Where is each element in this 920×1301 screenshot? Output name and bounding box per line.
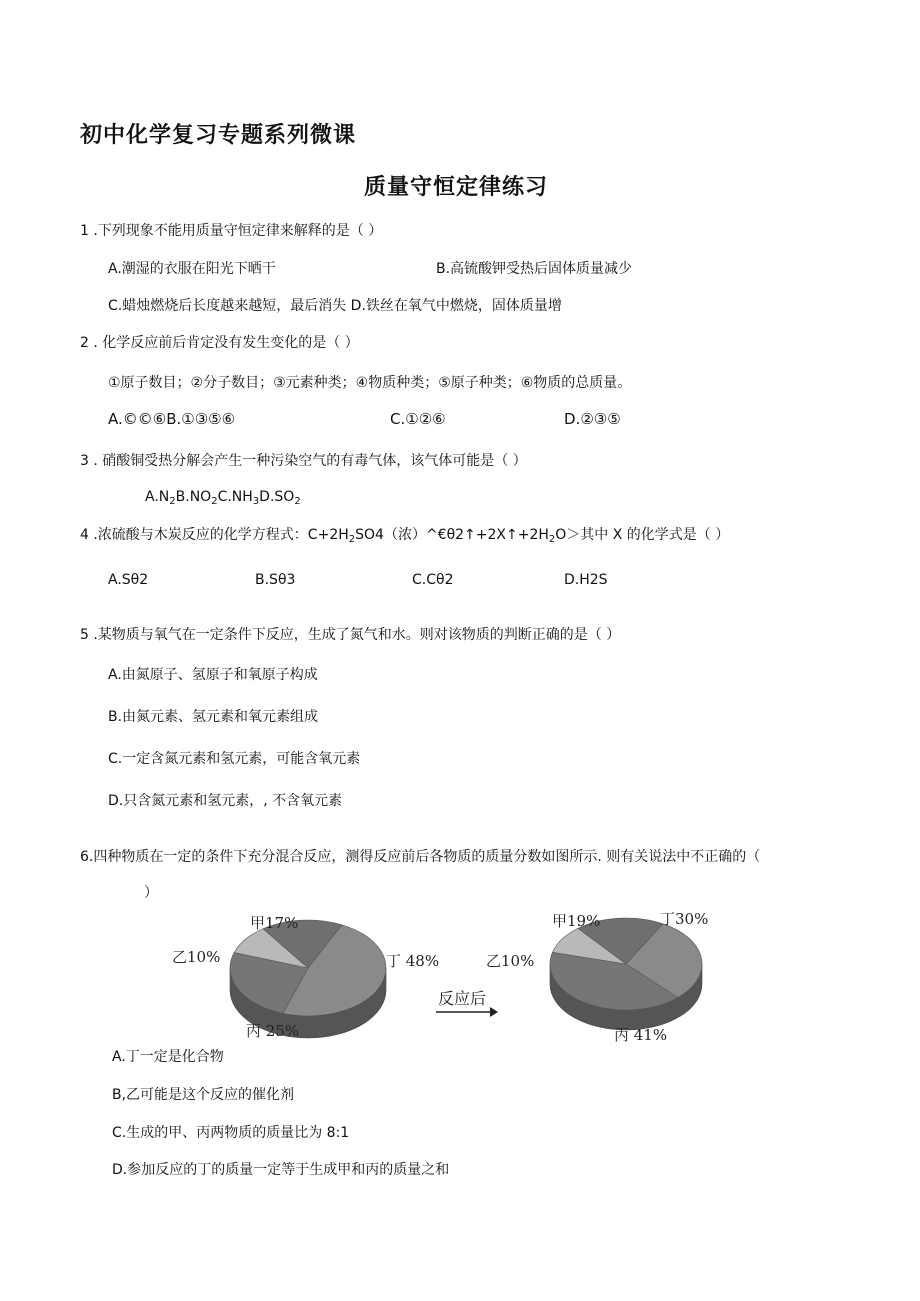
question-1-option-a: A.潮湿的衣服在阳光下晒干 — [108, 261, 276, 277]
question-5-option-a: A.由氮原子、氢原子和氧原子构成 — [108, 667, 318, 683]
pie-label-ding: 丁 48% — [386, 952, 440, 970]
question-3-options: $A.N_2B.NO_2C.NH_3D.SO_2$ — [145, 489, 301, 507]
question-1-option-b: B.高锍酸钾受热后固体质量减少 — [436, 261, 633, 277]
question-4-option-d: D.H2S — [564, 572, 608, 588]
pie-label-ding: 丁30% — [660, 910, 709, 928]
question-2-option-d: D.②③⑤ — [564, 410, 621, 428]
question-5-option-c: C.一定含氮元素和氢元素，可能含氧元素 — [108, 751, 361, 767]
question-6-option-d: D.参加反应的丁的质量一定等于生成甲和丙的质量之和 — [112, 1162, 450, 1178]
question-4-option-c: C.Cθ2 — [412, 572, 454, 588]
pie-label-jia: 甲19% — [552, 912, 601, 930]
pie-label-bing: 丙 25% — [246, 1022, 300, 1040]
question-4-option-b: B.Sθ3 — [255, 572, 296, 588]
pie-label-yi: 乙10% — [172, 948, 221, 966]
reaction-arrow-label: 反应后 — [438, 989, 487, 1008]
question-3-option-d: D.SO — [259, 489, 295, 505]
pie-label-bing: 丙 41% — [614, 1026, 668, 1044]
question-3-option-c: C.NH — [217, 489, 253, 505]
question-5-option-b: B.由氮元素、氢元素和氧元素组成 — [108, 709, 319, 725]
pie-label-jia: 甲17% — [250, 914, 299, 932]
question-5-option-d: D.只含氮元素和氢元素，, 不含氧元素 — [108, 793, 343, 809]
pie-chart-before — [172, 914, 439, 1040]
question-5-stem: 5 .某物质与氧气在一定条件下反应，生成了氮气和水。则对该物质的判断正确的是（ ） — [80, 627, 621, 643]
question-3-option-b: B.NO — [175, 489, 212, 505]
question-6-option-b: B,乙可能是这个反应的催化剂 — [112, 1087, 295, 1103]
question-2-option-c: C.①②⑥ — [390, 410, 446, 428]
question-2-items: ①原子数目；②分子数目；③元素种类；④物质种类；⑤原子种类；⑥物质的总质量。 — [108, 375, 632, 391]
question-6-stem-end: ） — [144, 885, 158, 901]
page-title: 质量守恒定律练习 — [364, 175, 549, 200]
question-3-option-a: A.N — [145, 489, 170, 505]
pie-chart-after — [486, 910, 708, 1044]
pie-label-yi: 乙10% — [486, 952, 535, 970]
question-2-stem: 2 . 化学反应前后肯定没有发生变化的是（ ） — [80, 335, 359, 351]
series-title: 初中化学复习专题系列微课 — [80, 123, 357, 148]
question-3-stem: 3 . 硝酸铜受热分解会产生一种污染空气的有毒气体，该气体可能是（ ） — [80, 453, 527, 469]
question-2-option-ab: A.©©⑥B.①③⑤⑥ — [108, 410, 236, 428]
question-6-option-c: C.生成的甲、丙两物质的质量比为 8:1 — [112, 1125, 350, 1141]
reaction-arrow-head — [490, 1007, 498, 1017]
question-1-option-cd: C.蜡烛燃烧后长度越来越短，最后消失 D.铁丝在氧气中燃烧，固体质量增 — [108, 298, 562, 314]
question-4-stem: 4 .浓硫酸与木炭反应的化学方程式：$C+2H_2SO4$（浓）$\^{}€\theta 2↑+2X↑+2H_2O>$其中 X 的化学式是（ ） — [80, 527, 730, 545]
question-6-stem: 6.四种物质在一定的条件下充分混合反应，测得反应前后各物质的质量分数如图所示. 则有关说法中不正确的（ — [80, 849, 761, 865]
question-6-option-a: A.丁一定是化合物 — [112, 1049, 224, 1065]
pie-charts-figure — [160, 902, 740, 1052]
question-4-option-a: A.Sθ2 — [108, 572, 149, 588]
question-1-stem: 1 .下列现象不能用质量守恒定律来解释的是（ ） — [80, 223, 383, 239]
